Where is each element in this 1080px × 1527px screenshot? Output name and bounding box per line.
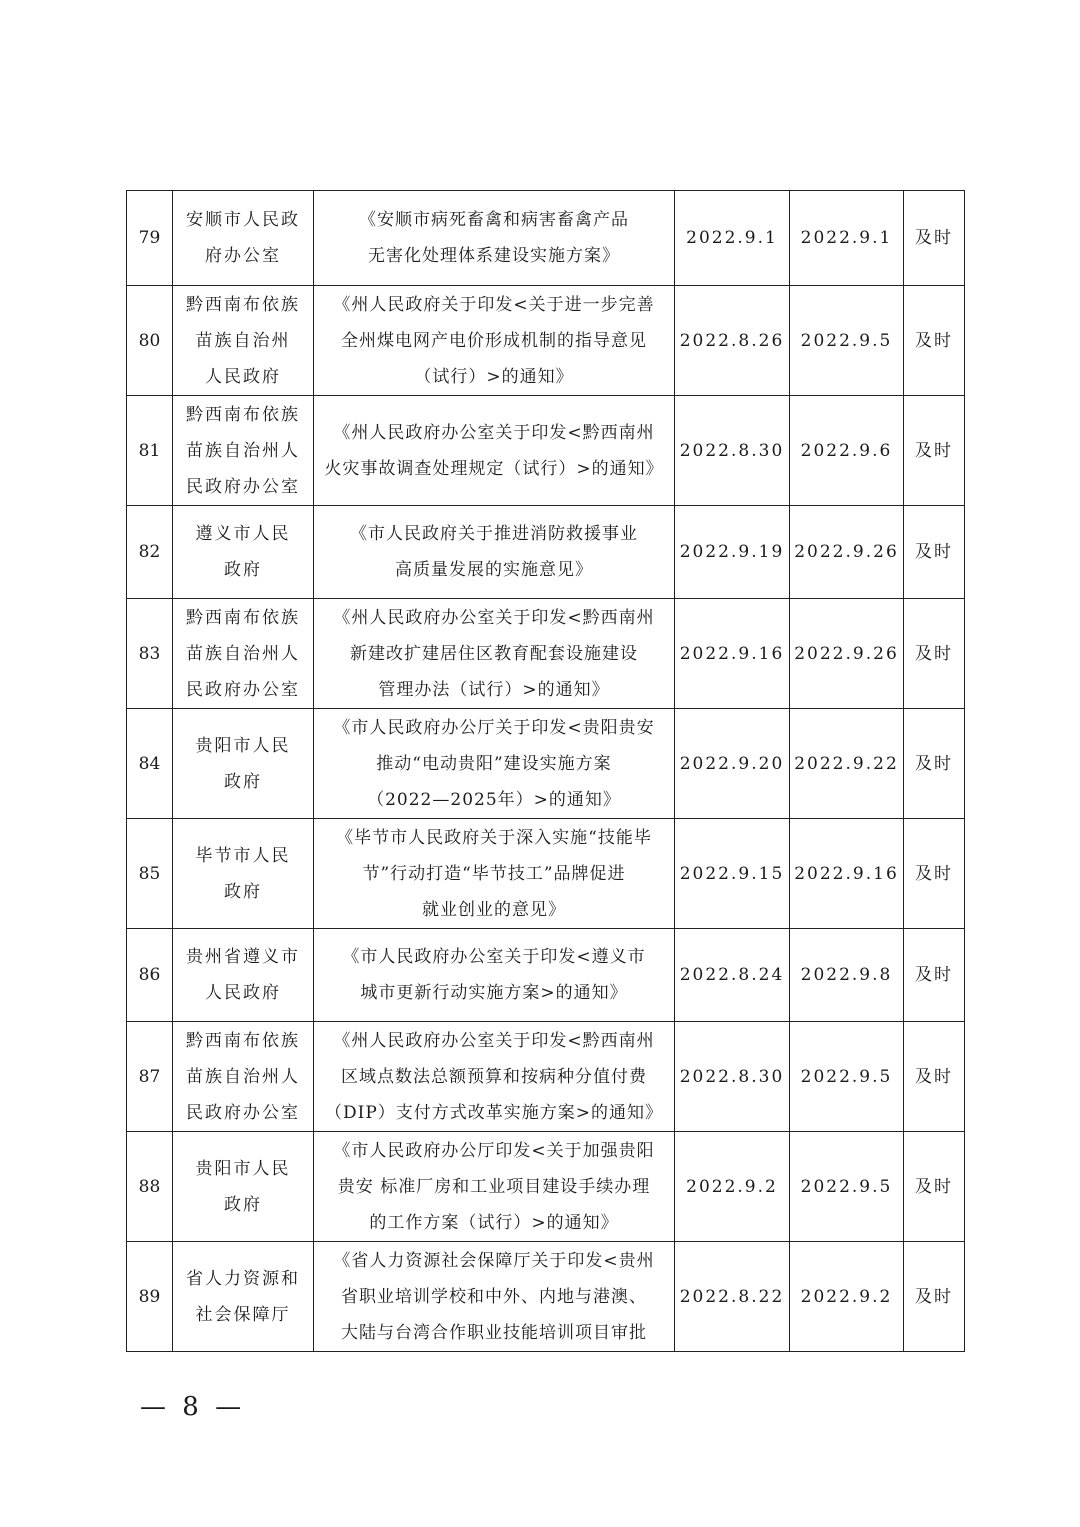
filing-date-cell [790,1022,904,1132]
issue-date: 2022.9.1 [686,228,778,248]
filing-date: 2022.9.22 [794,753,899,774]
table-row [127,506,965,599]
issuing-unit: 黔西南布依族 苗族自治州 人民政府 [186,294,300,387]
filing-date-cell [790,506,904,599]
issuing-unit: 贵阳市人民 政府 [195,1158,291,1215]
issuing-unit: 黔西南布依族 苗族自治州人 民政府办公室 [186,404,300,497]
document-title-cell [314,929,675,1022]
issue-date: 2022.8.30 [679,440,785,461]
filing-date: 2022.9.1 [800,228,893,248]
filing-status-cell [904,819,965,929]
issue-date-cell [675,1022,790,1132]
issuing-unit-cell [173,506,314,599]
filing-status-cell [904,1022,965,1132]
row-number-cell [127,191,173,286]
table-row [127,191,965,286]
issuing-unit-cell [173,1022,314,1132]
document-title: 《市人民政府关于推进消防救援事业 高质量发展的实施意见》 [350,524,638,580]
row-number: 79 [138,228,161,248]
filing-date-cell [790,709,904,819]
document-title-cell [314,396,675,506]
row-number-cell [127,709,173,819]
row-number-cell [127,286,173,396]
issuing-unit-cell [173,929,314,1022]
table-row [127,819,965,929]
filing-status-cell [904,709,965,819]
document-title-cell [314,709,675,819]
filing-date: 2022.9.8 [800,965,893,985]
issuing-unit: 遵义市人民 政府 [195,524,291,580]
row-number-cell [127,1022,173,1132]
table-row [127,709,965,819]
document-title: 《市人民政府办公厅关于印发<贵阳贵安 推动“电动贵阳”建设实施方案 （2022—2025年）>的通知》 [333,717,655,810]
document-title-cell [314,286,675,396]
filing-status: 及时 [915,1286,953,1307]
filing-date: 2022.9.26 [794,542,899,562]
issuing-unit-cell [173,709,314,819]
table-row [127,1132,965,1242]
issue-date: 2022.9.19 [679,542,785,562]
filing-status: 及时 [915,228,953,248]
filing-date-cell [790,286,904,396]
filing-status: 及时 [915,1066,953,1087]
issue-date: 2022.9.16 [679,643,785,664]
row-number: 87 [138,1066,161,1087]
filing-date: 2022.9.5 [800,330,893,351]
issue-date: 2022.8.30 [679,1066,785,1087]
document-title: 《市人民政府办公厅印发<关于加强贵阳 贵安 标准厂房和工业项目建设手续办理 的工作方案（试行）>的通知》 [333,1140,655,1233]
issuing-unit: 省人力资源和 社会保障厅 [186,1268,300,1325]
filing-status-cell [904,1242,965,1352]
issuing-unit-cell [173,191,314,286]
issuing-unit: 毕节市人民 政府 [195,845,291,902]
filing-status-cell [904,396,965,506]
row-number: 82 [138,542,161,562]
issuing-unit-cell [173,599,314,709]
filing-status-cell [904,929,965,1022]
issue-date: 2022.8.24 [679,965,785,985]
filing-date: 2022.9.26 [794,643,899,664]
issue-date-cell [675,819,790,929]
row-number-cell [127,1132,173,1242]
filing-status-cell [904,599,965,709]
filing-date: 2022.9.5 [800,1176,893,1197]
filing-status-cell [904,1132,965,1242]
issue-date-cell [675,599,790,709]
document-title-cell [314,819,675,929]
row-number: 88 [138,1176,161,1197]
filing-status-cell [904,286,965,396]
issuing-unit-cell [173,1242,314,1352]
filing-status: 及时 [915,965,953,985]
filing-date-cell [790,191,904,286]
issue-date-cell [675,286,790,396]
filing-status: 及时 [915,753,953,774]
row-number: 84 [138,753,161,774]
filing-status-cell [904,506,965,599]
document-title: 《毕节市人民政府关于深入实施“技能毕 节”行动打造“毕节技工”品牌促进 就业创业的意见》 [336,827,652,920]
issuing-unit-cell [173,396,314,506]
filing-date-cell [790,1242,904,1352]
issuing-unit: 黔西南布依族 苗族自治州人 民政府办公室 [186,1030,300,1123]
issue-date: 2022.9.20 [679,753,785,774]
filing-status: 及时 [915,330,953,351]
filing-date: 2022.9.6 [800,440,893,461]
row-number-cell [127,396,173,506]
filing-date: 2022.9.5 [800,1066,893,1087]
filing-date-cell [790,819,904,929]
table-row [127,929,965,1022]
row-number: 83 [138,643,161,664]
document-title: 《省人力资源社会保障厅关于印发<贵州 省职业培训学校和中外、内地与港澳、 大陆与台湾合作职业技能培训项目审批 [333,1250,655,1343]
row-number: 86 [138,965,161,985]
document-title: 《州人民政府关于印发<关于进一步完善 全州煤电网产电价形成机制的指导意见 （试行）>的通知》 [333,294,655,387]
filing-date-cell [790,1132,904,1242]
document-title: 《州人民政府办公室关于印发<黔西南州 区域点数法总额预算和按病种分值付费 （DIP）支付方式改革实施方案>的通知》 [324,1030,664,1123]
issue-date: 2022.9.15 [679,863,785,884]
issue-date-cell [675,709,790,819]
issuing-unit: 贵阳市人民 政府 [195,735,291,792]
issue-date: 2022.8.26 [679,330,785,351]
row-number-cell [127,1242,173,1352]
issue-date-cell [675,1242,790,1352]
table-body [127,191,965,1352]
table-row [127,396,965,506]
row-number-cell [127,929,173,1022]
filing-date: 2022.9.16 [794,863,899,884]
row-number-cell [127,819,173,929]
filing-status: 及时 [915,643,953,664]
document-title-cell [314,1132,675,1242]
filing-date: 2022.9.2 [800,1286,893,1307]
issuing-unit-cell [173,1132,314,1242]
issue-date: 2022.9.2 [686,1176,778,1197]
document-title-cell [314,1242,675,1352]
document-title: 《州人民政府办公室关于印发<黔西南州 火灾事故调查处理规定（试行）>的通知》 [324,422,664,479]
filing-date-cell [790,396,904,506]
table-row [127,599,965,709]
filing-status: 及时 [915,1176,953,1197]
document-title-cell [314,599,675,709]
issue-date: 2022.8.22 [679,1286,785,1307]
row-number: 81 [138,440,161,461]
issue-date-cell [675,191,790,286]
filing-status: 及时 [915,440,953,461]
issuing-unit-cell [173,819,314,929]
issue-date-cell [675,929,790,1022]
document-title: 《州人民政府办公室关于印发<黔西南州 新建改扩建居住区教育配套设施建设 管理办法（试行）>的通知》 [333,607,655,700]
filing-date-cell [790,929,904,1022]
issuing-unit: 贵州省遵义市 人民政府 [186,947,300,1003]
document-title-cell [314,191,675,286]
document-title: 《市人民政府办公室关于印发<遵义市 城市更新行动实施方案>的通知》 [342,947,646,1003]
filing-date-cell [790,599,904,709]
issue-date-cell [675,506,790,599]
issuing-unit-cell [173,286,314,396]
row-number: 80 [138,330,161,351]
row-number-cell [127,506,173,599]
issuing-unit: 黔西南布依族 苗族自治州人 民政府办公室 [186,607,300,700]
row-number-cell [127,599,173,709]
table-row [127,1242,965,1352]
issue-date-cell [675,396,790,506]
document-title: 《安顺市病死畜禽和病害畜禽产品 无害化处理体系建设实施方案》 [359,210,629,266]
page-number: — 8 — [140,1392,246,1422]
row-number: 85 [138,863,161,884]
filing-status: 及时 [915,542,953,562]
document-title-cell [314,506,675,599]
filing-status: 及时 [915,863,953,884]
row-number: 89 [138,1286,161,1307]
issue-date-cell [675,1132,790,1242]
table-row [127,1022,965,1132]
filing-status-cell [904,191,965,286]
filing-record-table [126,190,965,1352]
document-title-cell [314,1022,675,1132]
issuing-unit: 安顺市人民政 府办公室 [186,210,300,266]
table-row [127,286,965,396]
